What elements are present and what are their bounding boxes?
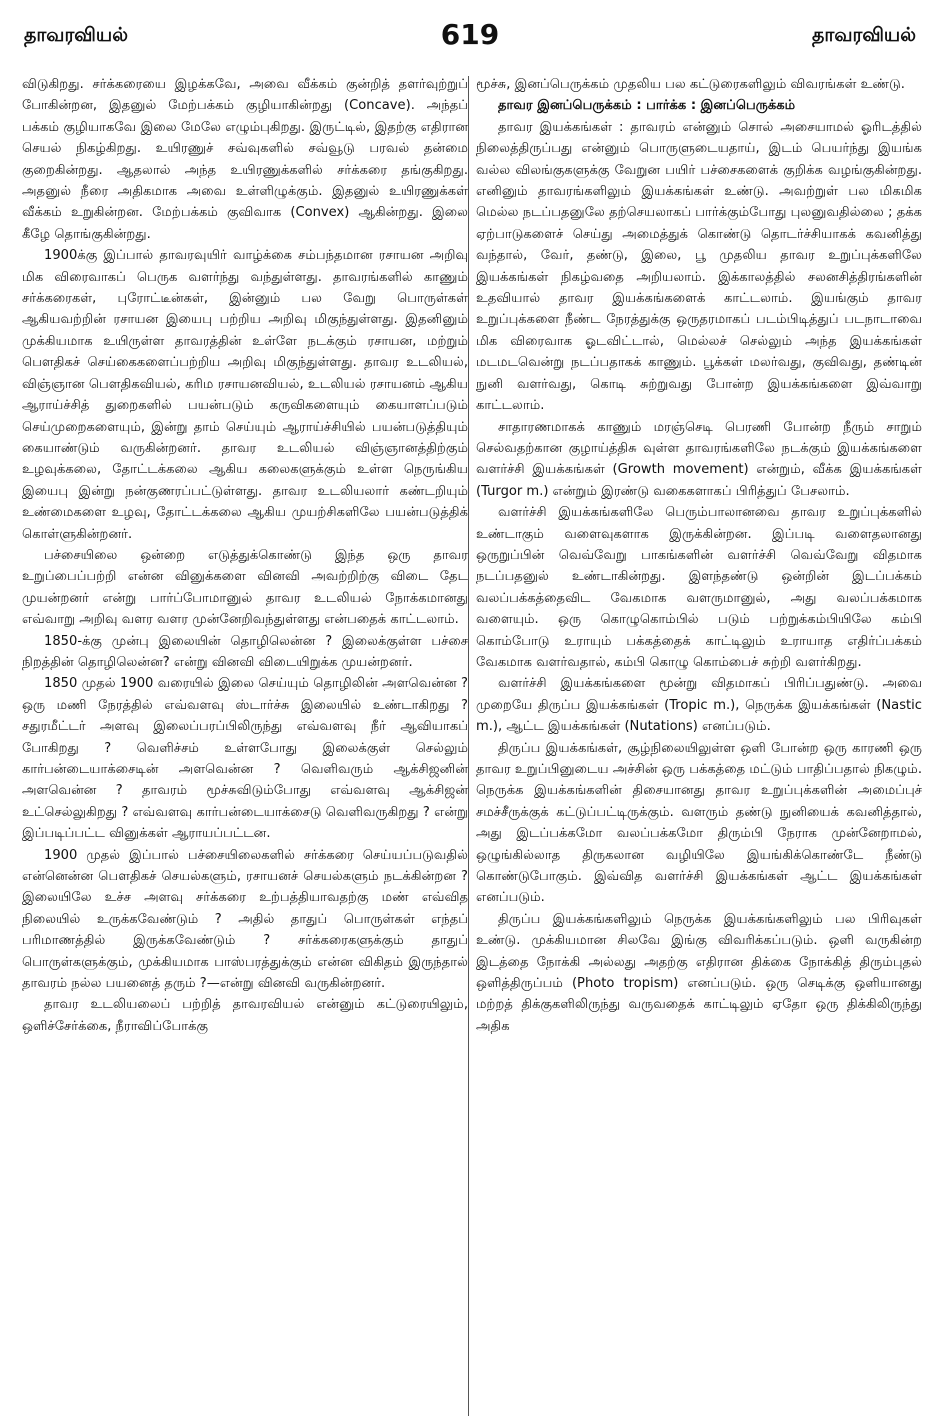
paragraph: திருப்ப இயக்கங்கள், சூழ்நிலையிலுள்ள ஒளி போன்ற ஒரு காரணி ஒரு தாவர உறுப்பினுடைய அச்சின் ஒரு பக்கத்தை மட்டும் பாதிப்பதால் நிகழும். நெருக்க இயக்கங்களின் திசையானது தாவர உறுப்புக்களின் அமைப்புச் சமச்சீருக்குக் கட்டுப்பட்டிருக்கும். வளரும் தண்டு நுனியைக் கவனித்தால், அது இடப்பக்கமோ வலப்பக்கமோ திரும்பி நேராக முன்னேறாமல், ஒழுங்கில்லாத திருகலான வழியிலே இயங்கிக்கொண்டே நீண்டு கொண்டுபோகும். இவ்வித வளர்ச்சி இயக்கங்கள் ஆட்ட இயக்கங்கள் எனப்படும்.	[476, 740, 922, 906]
section-paragraph: தாவர இயக்கங்கள் : தாவரம் என்னும் சொல் அசையாமல் ஓரிடத்தில் நிலைத்திருப்பது என்னும் பொருளுடையதாய், இடம் பெயர்ந்து இயங்க வல்ல விலங்குகளுக்கு வேறுன பயிர் பச்சைகளைக் குறிக்க வழங்குகின்றது. எனினும் தாவரங்களிலும் இயக்கங்கள் உண்டு. அவற்றுள் பல மிகமிக மெல்ல நடப்பதனுலே தற்செயலாகப் பார்க்கும்போது புலனுவதில்லை ; தக்க ஏற்பாடுகளைச் செய்து அமைத்துக் கொண்டு தொடர்ச்சியாகக் கவனித்து வந்தால், வேர், தண்டு, இலை, பூ முதலிய தாவர உறுப்புக்களிலே இயக்கங்கள் நிகழ்வதை அறியலாம். இக்காலத்தில் சலனசித்திரங்களின் உதவியால் தாவர இயக்கங்களைக் காட்டலாம். இயங்கும் தாவர உறுப்புக்களை நீண்ட நேரத்துக்கு ஒருதரமாகப் படம்பிடித்துப் படநாடாவை மிக விரைவாக ஓடவிட்டால், மெல்லச் செல்லும் அந்த இயக்கங்கள் மடமடவென்று நடப்பதாகக் காணும். பூக்கள் மலர்வது, குவிவது, தண்டின் நுனி வளர்வது, கொடி சுற்றுவது போன்ற இயக்கங்களை இவ்வாறு காட்டலாம்.	[476, 119, 922, 414]
paragraph: விடுகிறது. சர்க்கரையை இழக்கவே, அவை வீக்கம் குன்றித் தளர்வுற்றுப் போகின்றன, இதனுல் மேற்பக்கம் குழியாகின்றது (Concave). அந்தப் பக்கம் குழியாகவே இலை மேலே எழும்புகிறது. இருட்டில், இதற்கு எதிரான செயல் நிகழ்கிறது. உயிரணுச் சவ்வுகளில் சவ்வூடு பரவல் தன்மை குறைகின்றது. ஆதலால் அந்த உயிரணுக்களில் சர்க்கரை தங்குகிறது. அதனுல் நீரை அதிகமாக அவை உள்ளிழுக்கும். இதனுல் உயிரணுக்கள் வீக்கம் உறுகின்றன. மேற்பக்கம் குவிவாக (Convex) ஆகின்றது. இலை கீழே தொங்குகின்றது.	[22, 77, 468, 242]
paragraph: 1850-க்கு முன்பு இலையின் தொழிலென்ன ? இலைக்குள்ள பச்சை நிறத்தின் தொழிலென்ன? என்று வினவி விடையிறுக்க முயன்றனர்.	[22, 633, 468, 670]
paragraph: 1850 முதல் 1900 வரையில் இலை செய்யும் தொழிலின் அளவென்ன ? ஒரு மணி நேரத்தில் எவ்வளவு ஸ்டார்ச்சு இலையில் உண்டாகிறது ? சதுரமீட்டர் அளவு இலைப்பரப்பிலிருந்து எவ்வளவு நீர் ஆவியாகப் போகிறது ? வெளிச்சம் உள்ளபோது இலைக்குள் செல்லும் கார்பன்டையாக்சைடின் அளவென்ன ? வெளிவரும் ஆக்சிஜனின் அளவென்ன ? தாவரம் மூச்சுவிடும்போது எவ்வளவு ஆக்சிஜன் உட்செல்லுகிறது ? எவ்வளவு கார்பன்டையாக்சைடு வெளிவருகிறது ? என்று இப்படிப்பட்ட வினுக்கள் ஆராயப்பட்டன.	[22, 676, 468, 842]
column-divider	[468, 76, 469, 1416]
paragraph: சாதாரணமாகக் காணும் மரஞ்செடி பெரணி போன்ற நீரும் சாறும் செல்வதற்கான குழாய்த்திசு வுள்ள தாவரங்களிலே நடக்கும் இயக்கங்களை வளர்ச்சி இயக்கங்கள் (Growth movement) என்றும், வீக்க இயக்கங்கள் (Turgor m.) என்றும் இரண்டு வகைகளாகப் பிரித்துப் பேசலாம்.	[476, 419, 922, 499]
paragraph: மூச்சு, இனப்பெருக்கம் முதலிய பல கட்டுரைகளிலும் விவரங்கள் உண்டு.	[476, 77, 905, 92]
paragraph: பச்சையிலை ஒன்றை எடுத்துக்கொண்டு இந்த ஒரு தாவர உறுப்பைப்பற்றி என்ன வினுக்களை வினவி அவற்றிற்கு விடை தேட முயன்றனர் என்று பார்ப்போமானுல் தாவர உடலியல் நோக்கமானது எவ்வாறு அறிவு வளர வளர முன்னேறிவந்துள்ளது என்பதைக் காட்டலாம்.	[22, 547, 468, 628]
running-title-left: தாவரவியல்	[24, 24, 128, 46]
paragraph: வளர்ச்சி இயக்கங்களை மூன்று விதமாகப் பிரிப்பதுண்டு. அவை முறையே திருப்ப இயக்கங்கள் (Tropic m.), நெருக்க இயக்கங்கள் (Nastic m.), ஆட்ட இயக்கங்கள் (Nutations) எனப்படும்.	[476, 676, 922, 735]
running-title-right: தாவரவியல்	[812, 24, 916, 46]
right-column	[476, 74, 922, 1419]
paragraph: 1900க்கு இப்பால் தாவரவுயிர் வாழ்க்கை சம்பந்தமான ரசாயன அறிவு மிக விரைவாகப் பெருக வளர்ந்து வந்துள்ளது. தாவரங்களில் காணும் சர்க்கரைகள், புரோட்டீன்கள், இன்னும் பல வேறு பொருள்கள் ஆகியவற்றின் ரசாயன இயைபு பற்றிய அறிவு மிகுந்துள்ளது. இதனினும் முக்கியமாக உயிருள்ள தாவரத்தின் உள்ளே நடக்கும் ரசாயன, மற்றும் பௌதிகச் செய்கைகளைப்பற்றிய அறிவு மிகுந்துள்ளது. தாவர உடலியல், விஞ்ஞான பௌதிகவியல், கரிம ரசாயனவியல், உடலியல் ரசாயனம் ஆகிய ஆராய்ச்சித் துறைகளில் பயன்படும் கருவிகளையும் கையாளப்படும் செய்முறைகளையும், இன்று தாம் செய்யும் ஆராய்ச்சியில் பயன்படுத்தியும் கையாண்டும் வருகின்றனர். தாவர உடலியல் விஞ்ஞானத்திற்கும் உழவுக்கலை, தோட்டக்கலை ஆகிய கலைகளுக்கும் உள்ள நெருங்கிய இயைபு இன்று நன்குணரப்பட்டுள்ளது. தாவர உடலியலார் கண்டறியும் உண்மைகளை உழவு, தோட்டக்கலை ஆகிய முயற்சிகளிலே பயன்படுத்திக் கொள்ளுகின்றனர்.	[22, 248, 468, 542]
paragraph: திருப்ப இயக்கங்களிலும் நெருக்க இயக்கங்களிலும் பல பிரிவுகள் உண்டு. முக்கியமான சிலவே இங்கு விவரிக்கப்படும். ஒளி வருகின்ற இடத்தை நோக்கி அல்லது அதற்கு எதிரான திக்கை நோக்கித் திரும்புதல் ஒளித்திருப்பம் (Photo tropism) எனப்படும். ஒரு செடிக்கு ஒளியானது மற்றத் திக்குகளிலிருந்து வருவதைக் காட்டிலும் ஏதோ ஒரு திக்கிலிருந்து அதிக	[476, 911, 922, 1034]
subheading-paragraph: தாவர இனப்பெருக்கம் : பார்க்க : இனப்பெருக்கம்	[498, 98, 796, 114]
page-header	[24, 14, 916, 58]
left-column	[22, 74, 468, 1419]
paragraph: 1900 முதல் இப்பால் பச்சையிலைகளில் சர்க்கரை செய்யப்படுவதில் என்னென்ன பௌதிகச் செயல்களும், ரசாயனச் செயல்களும் நடக்கின்றன ? இலையிலே உச்ச அளவு சர்க்கரை உற்பத்தியாவதற்கு மண் எவ்வித நிலையில் உருக்கவேண்டும் ? அதில் தாதுப் பொருள்கள் எந்தப் பரிமாணத்தில் இருக்கவேண்டும் ? சர்க்கரைகளுக்கும் தாதுப் பொருள்களுக்கும், முக்கியமாக பாஸ்பரத்துக்கும் என்ன விகிதம் இருந்தால் தாவரம் நல்ல பயனைத் தரும் ?—என்று வினவி வருகின்றனர்.	[22, 847, 468, 992]
page-number: 619	[440, 18, 500, 51]
paragraph: வளர்ச்சி இயக்கங்களிலே பெரும்பாலானவை தாவர உறுப்புக்களில் உண்டாகும் வளைவுகளாக இருக்கின்றன. இப்படி வளைதலானது ஒருறுப்பின் வெவ்வேறு பாகங்களின் வளர்ச்சி வெவ்வேறு விதமாக நடப்பதனுல் உண்டாகின்றது. இளந்தண்டு ஒன்றின் இடப்பக்கம் வலப்பக்கத்தைவிட வேகமாக வளருமானுல், அது வலப்பக்கமாக வளையும். ஒரு கொழுகொம்பில் படும் பற்றுக்கம்பியிலே கம்பி கொம்போடு உராயும் பக்கத்தைக் காட்டிலும் உராயாத எதிர்ப்பக்கம் வேகமாக வளர்வதால், கம்பி கொழு கொம்பைச் சுற்றி வளர்கிறது.	[476, 505, 922, 670]
paragraph: தாவர உடலியலைப் பற்றித் தாவரவியல் என்னும் கட்டுரையிலும், ஒளிச்சேர்க்கை, நீராவிப்போக்கு	[22, 997, 468, 1034]
